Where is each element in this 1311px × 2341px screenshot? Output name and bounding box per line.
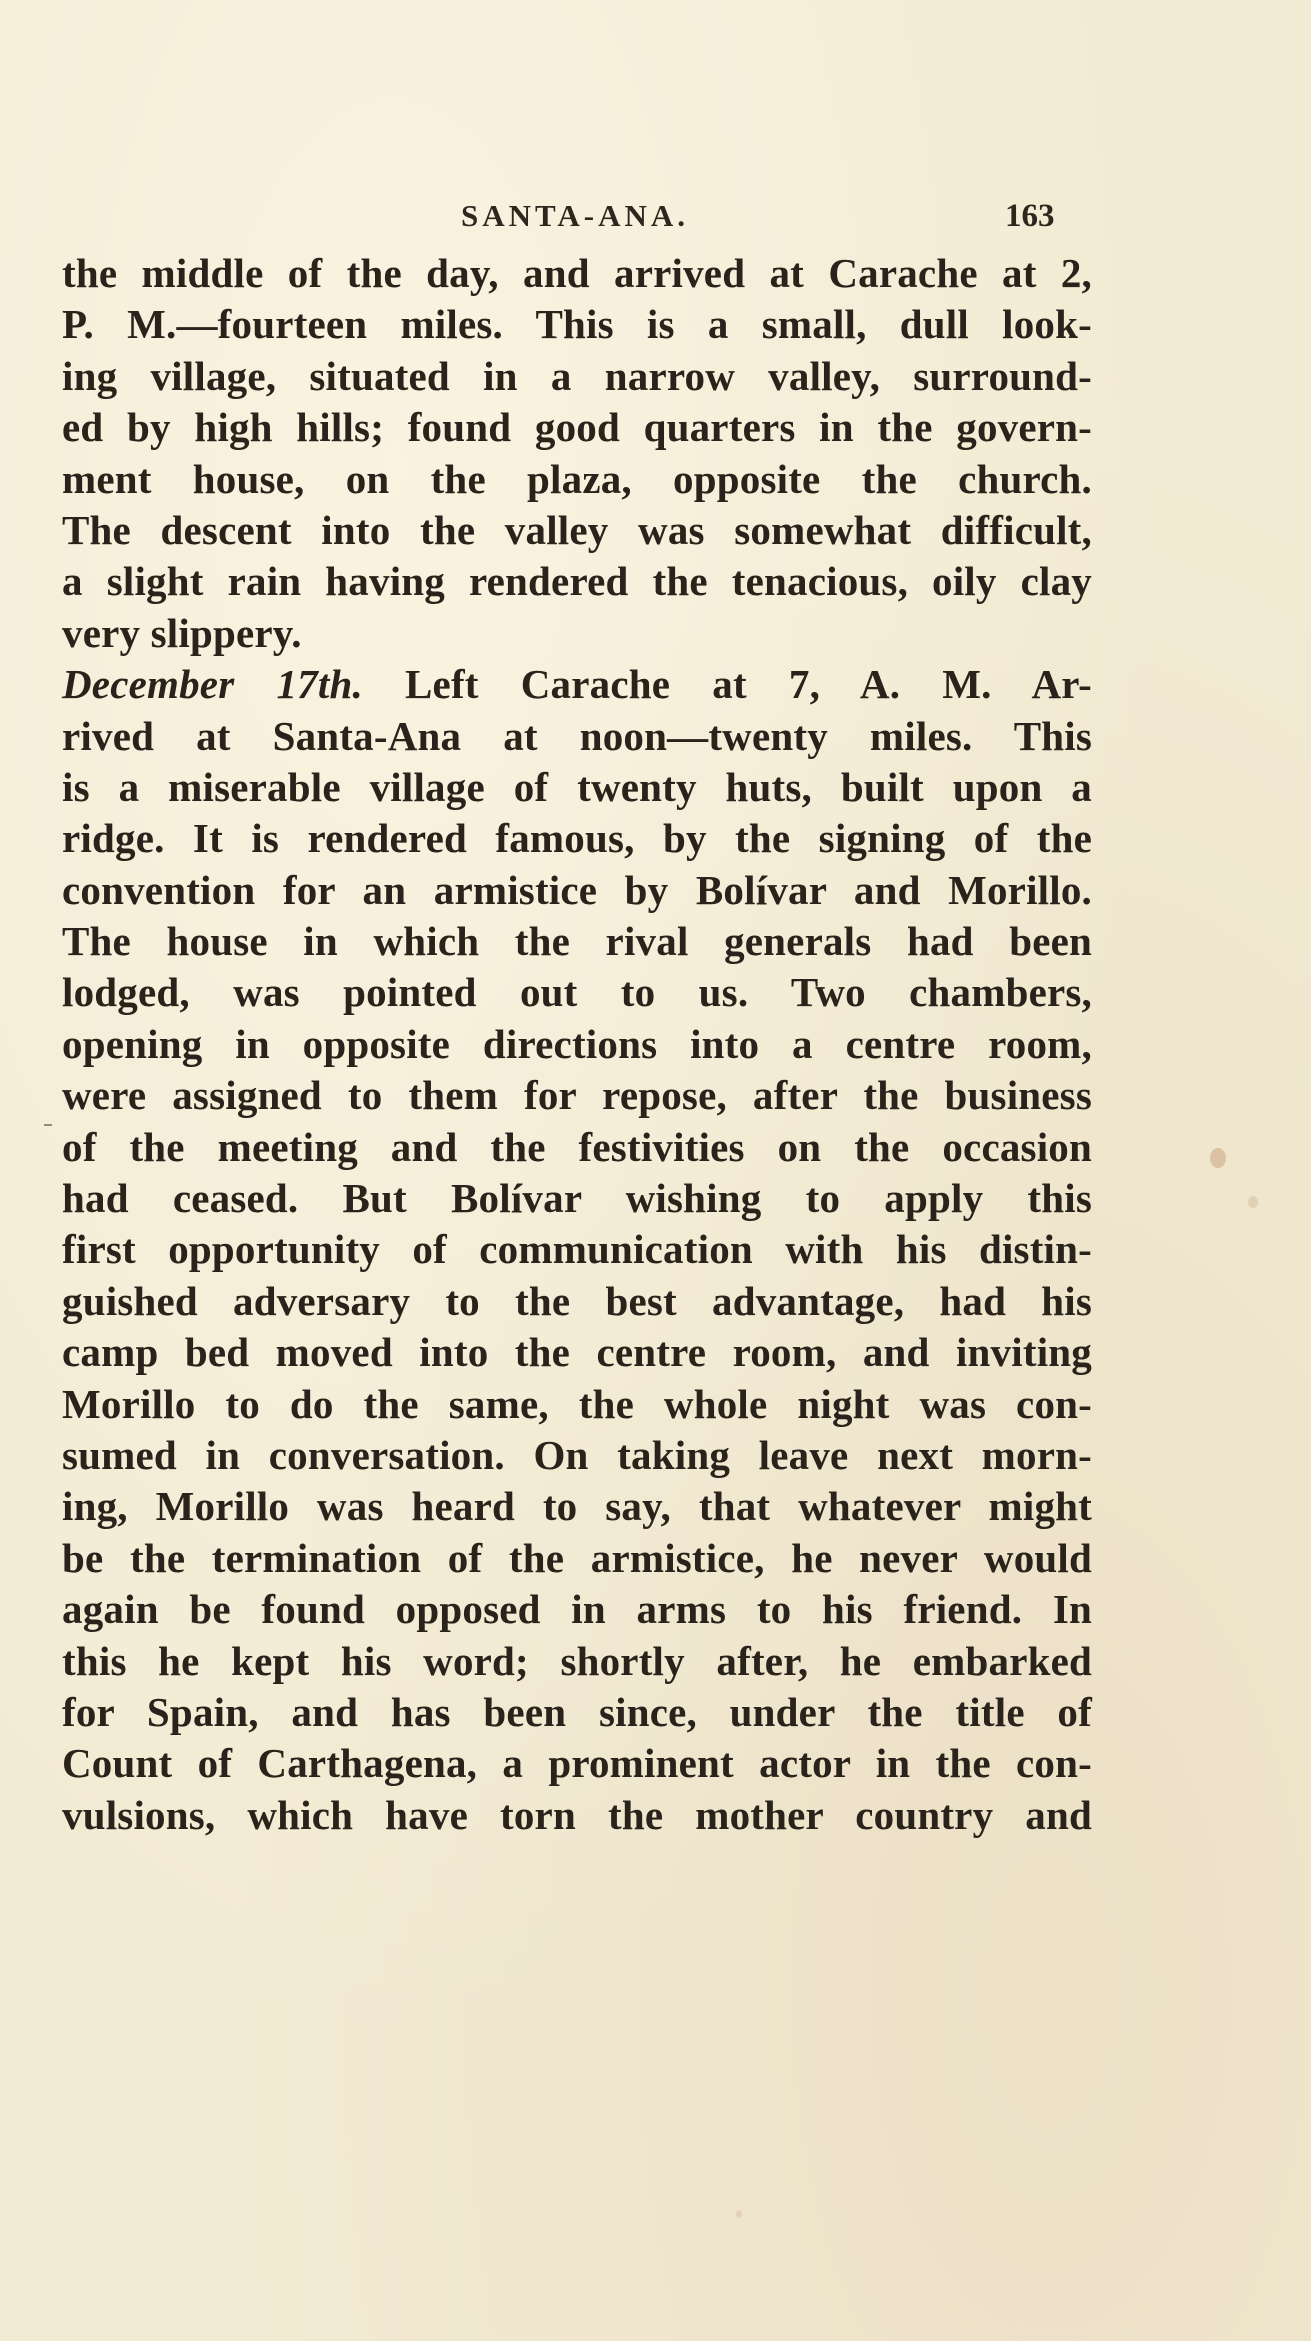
running-head: SANTA-ANA. (461, 198, 690, 233)
page-number: 163 (1005, 198, 1055, 234)
text-line: opening in opposite directions into a centre room, (62, 1020, 1092, 1067)
text-line: lodged, was pointed out to us. Two chambers, (62, 969, 1092, 1016)
text-line: ridge. It is rendered famous, by the signing of the (62, 815, 1092, 862)
text-line: very slippery. (62, 609, 302, 656)
text-line: The house in which the rival generals had been (62, 918, 1092, 965)
text-line: The descent into the valley was somewhat difficult, (62, 506, 1092, 553)
dated-entry-line (62, 659, 1092, 710)
text-line: the middle of the day, and arrived at Carache at 2, (62, 250, 1092, 296)
text-line: is a miserable village of twenty huts, built upon a (62, 763, 1092, 810)
paper-speck (736, 2210, 742, 2218)
text-line: ing village, situated in a narrow valley, surround- (62, 352, 1092, 399)
text-line: Count of Carthagena, a prominent actor in the con- (62, 1740, 1092, 1787)
text-line: Morillo to do the same, the whole night was con- (62, 1380, 1092, 1427)
text-line: ed by high hills; found good quarters in the govern- (62, 404, 1092, 451)
text-line: again be found opposed in arms to his friend. In (62, 1586, 1092, 1633)
text-line: were assigned to them for repose, after the business (62, 1072, 1092, 1119)
text-line: vulsions, which have torn the mother country and (62, 1791, 1092, 1838)
text-line: be the termination of the armistice, he never would (62, 1534, 1092, 1581)
margin-mark (44, 1124, 52, 1126)
text-line: first opportunity of communication with his distin- (62, 1226, 1092, 1273)
entry-date-text: Left Carache at 7, A. M. Ar- (405, 661, 1092, 708)
text-line: camp bed moved into the centre room, and inviting (62, 1329, 1092, 1376)
text-line: ment house, on the plaza, opposite the church. (62, 455, 1092, 502)
text-line: ing, Morillo was heard to say, that whatever might (62, 1483, 1092, 1530)
text-line: a slight rain having rendered the tenacious, oily clay (62, 558, 1092, 605)
text-line: guished adversary to the best advantage, had his (62, 1277, 1092, 1324)
paper-speck (1210, 1148, 1226, 1168)
text-line: for Spain, and has been since, under the title of (62, 1688, 1092, 1735)
text-line: had ceased. But Bolívar wishing to apply this (62, 1175, 1092, 1222)
text-line: this he kept his word; shortly after, he embarked (62, 1637, 1092, 1684)
body-text (62, 248, 1092, 1841)
paper-speck (1248, 1196, 1258, 1208)
text-line: P. M.—fourteen miles. This is a small, dull look- (62, 301, 1092, 348)
entry-date: December 17th. (62, 661, 363, 708)
text-line: sumed in conversation. On taking leave next morn- (62, 1431, 1092, 1478)
text-line: convention for an armistice by Bolívar and Morillo. (62, 866, 1092, 913)
text-line: of the meeting and the festivities on the occasion (62, 1123, 1092, 1170)
text-line: rived at Santa-Ana at noon—twenty miles. This (62, 712, 1092, 759)
